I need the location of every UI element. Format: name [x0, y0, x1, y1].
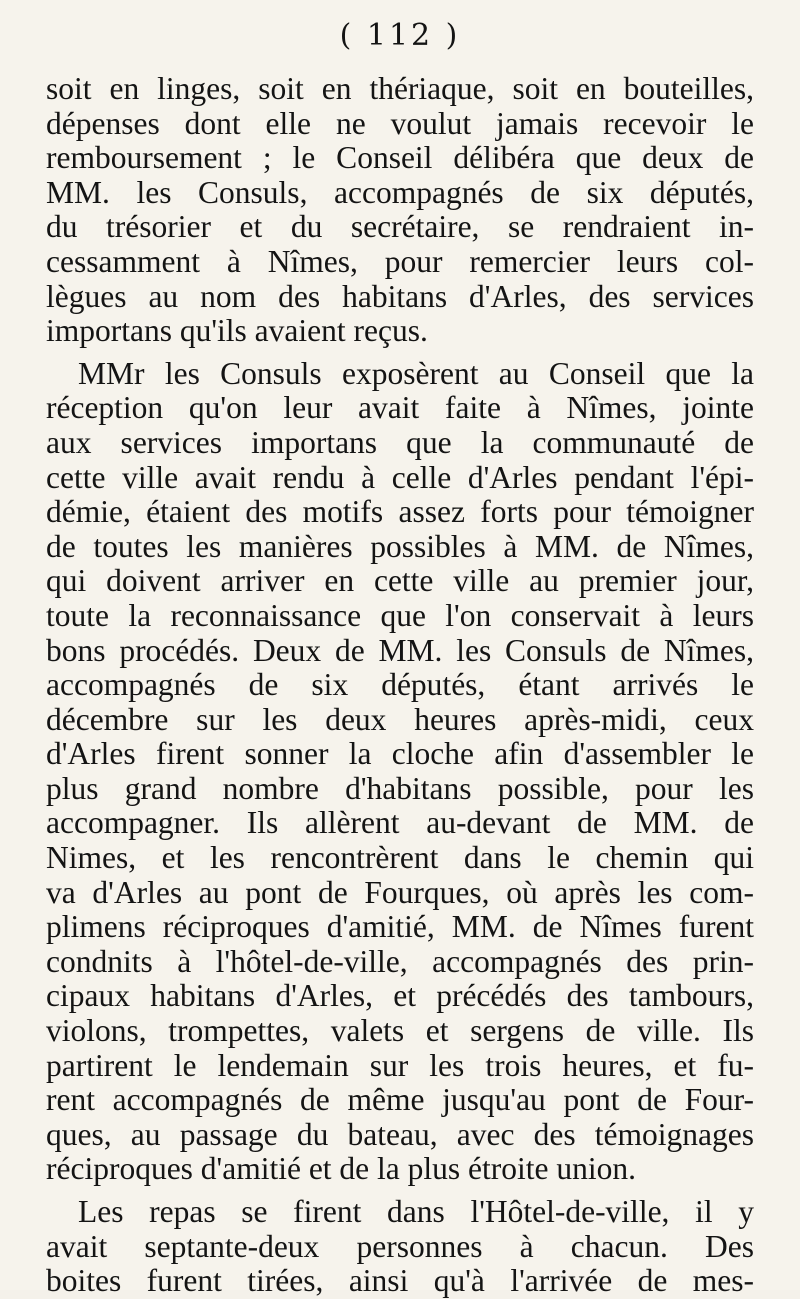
text-line: ques, au passage du bateau, avec des témoignages	[46, 1117, 754, 1152]
text-line: accompagnés de six députés, étant arrivés le	[46, 668, 754, 703]
text-line: plus grand nombre d'habitans possible, pour les	[46, 771, 754, 806]
text-line: violons, trompettes, valets et sergens de ville. Ils	[46, 1014, 754, 1049]
text-line: démie, étaient des motifs assez forts pour témoigner	[46, 495, 754, 530]
text-line: soit en linges, soit en thériaque, soit en bouteilles,	[46, 72, 754, 106]
page-number: ( 112 )	[339, 18, 461, 53]
text-line: cipaux habitans d'Arles, et précédés des tambours,	[46, 979, 754, 1014]
text-line: va d'Arles au pont de Fourques, où après les com-	[46, 875, 754, 910]
text-line: importans qu'ils avaient reçus.	[46, 314, 428, 349]
text-line: toute la reconnaissance que l'on conservait à leurs	[46, 598, 754, 633]
text-line: plimens réciproques d'amitié, MM. de Nîmes furent	[46, 910, 754, 945]
text-line: aux services importans que la communauté de	[46, 425, 754, 460]
text-line: d'Arles firent sonner la cloche afin d'assembler le	[46, 737, 754, 772]
text-line: MMr les Consuls exposèrent au Conseil que la	[78, 356, 754, 391]
text-line: réciproques d'amitié et de la plus étroite union.	[46, 1152, 636, 1187]
text-line: Les repas se firent dans l'Hôtel-de-ville, il y	[78, 1195, 754, 1229]
text-line: décembre sur les deux heures après-midi, ceux	[46, 702, 754, 737]
text-line: boites furent tirées, ainsi qu'à l'arrivée de mes-	[46, 1264, 754, 1299]
text-line: accompagner. Ils allèrent au-devant de MM. de	[46, 806, 754, 841]
text-line: avait septante-deux personnes à chacun. Des	[46, 1229, 754, 1264]
text-line: MM. les Consuls, accompagnés de six députés,	[46, 175, 754, 210]
text-line: dépenses dont elle ne voulut jamais recevoir le	[46, 106, 754, 141]
text-line: du trésorier et du secrétaire, se rendraient in-	[46, 210, 754, 245]
text-line: cette ville avait rendu à celle d'Arles pendant l'épi-	[46, 460, 754, 495]
body-text	[46, 72, 754, 1299]
text-line: rent accompagnés de même jusqu'au pont de Four-	[46, 1083, 754, 1118]
text-line: de toutes les manières possibles à MM. de Nîmes,	[46, 529, 754, 564]
text-line: qui doivent arriver en cette ville au premier jour,	[46, 564, 754, 599]
text-line: Nimes, et les rencontrèrent dans le chemin qui	[46, 841, 754, 876]
text-line: remboursement ; le Conseil délibéra que deux de	[46, 141, 754, 176]
text-line: condnits à l'hôtel-de-ville, accompagnés des prin-	[46, 944, 754, 979]
paragraph-1	[46, 72, 754, 349]
paragraph-3	[46, 1195, 754, 1299]
text-line: partirent le lendemain sur les trois heures, et fu-	[46, 1048, 754, 1083]
text-line: réception qu'on leur avait faite à Nîmes, jointe	[46, 391, 754, 426]
text-line: bons procédés. Deux de MM. les Consuls de Nîmes,	[46, 633, 754, 668]
paragraph-2	[46, 357, 754, 1187]
text-line: lègues au nom des habitans d'Arles, des services	[46, 279, 754, 314]
text-line: cessamment à Nîmes, pour remercier leurs col-	[46, 244, 754, 279]
